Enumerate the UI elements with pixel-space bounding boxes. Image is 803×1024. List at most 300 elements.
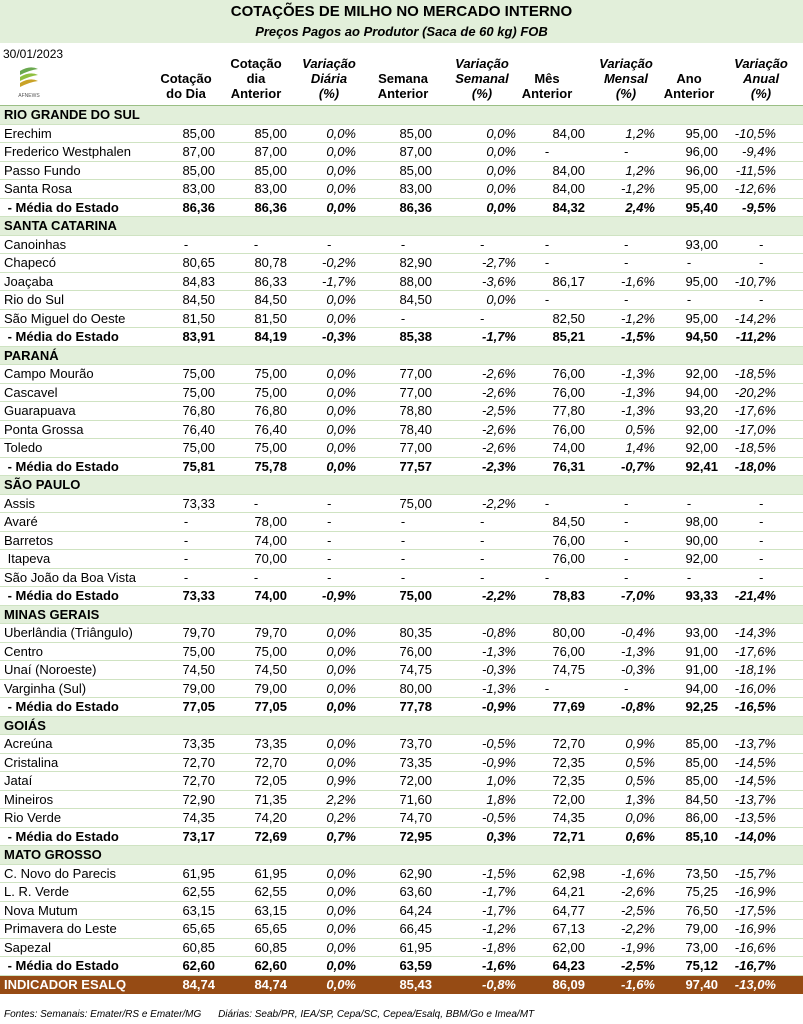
table-row [0,125,803,144]
logo-text: AFNEWS [18,93,40,99]
cell-col-9: -14,5% [734,773,776,788]
cell-col-6: 77,69 [552,699,585,714]
cell-col-9: - [758,236,764,252]
cell-col-3: -1,7% [322,273,356,289]
cell-col-9: -17,6% [734,643,776,659]
cell-col-8: 79,00 [685,921,718,936]
state-average-row [0,957,803,976]
cell-col-7: -1,2% [621,310,655,326]
cell-col-2: 80,78 [254,255,287,270]
cell-col-3: -0,2% [322,255,356,270]
cell-col-1: 62,60 [182,958,215,973]
cell-col-8: 94,50 [685,329,718,344]
table-row [0,365,803,384]
cell-col-4: 82,90 [399,255,432,270]
cell-col-4: 78,40 [399,421,432,437]
cell-col-9: -13,7% [734,736,776,751]
row-label: - Média do Estado [4,958,119,973]
footer-weekly-sources: Fontes: Semanais: Emater/RS e Emater/MG [4,1009,202,1020]
sheet-subtitle: Preços Pagos ao Produtor (Saca de 60 kg) FOB [255,24,548,39]
cell-col-8: - [686,292,692,307]
table-row [0,939,803,958]
cell-col-6: 78,83 [552,588,585,603]
cell-col-1: 74,35 [182,810,215,825]
cell-col-6: 72,35 [552,773,585,788]
cell-col-5: -1,2% [482,921,516,936]
cell-col-4: 83,00 [399,181,432,196]
cell-col-2: 75,00 [254,366,287,381]
cell-col-3: 0,0% [326,902,356,918]
cell-col-3: 0,0% [326,736,356,751]
row-label: - Média do Estado [4,699,119,714]
cell-col-8: 75,25 [685,884,718,899]
cell-col-3: - [326,236,332,252]
cell-col-3: 0,0% [326,125,356,141]
cell-col-6: 74,00 [552,440,585,455]
row-label: Sapezal [4,939,51,955]
table-row [0,661,803,680]
cell-col-8: 96,00 [685,144,718,159]
table-row [0,680,803,699]
cell-col-4: 61,95 [399,939,432,955]
row-label: Frederico Westphalen [4,144,131,159]
cell-col-3: 0,0% [326,292,356,307]
cell-col-2: 72,05 [254,773,287,788]
cell-col-9: - [758,514,764,529]
cell-col-1: 73,33 [182,588,215,603]
column-header-4 [358,71,448,101]
cell-col-4: 72,00 [399,773,432,788]
column-header-9 [716,56,803,101]
cell-col-8: - [686,495,692,511]
cell-col-6: 76,00 [552,421,585,437]
row-label: MINAS GERAIS [4,606,100,622]
row-label: Passo Fundo [4,162,81,178]
cell-col-4: 64,24 [399,902,432,918]
cell-col-8: 92,00 [685,421,718,437]
table-header [0,43,803,106]
row-label: São Miguel do Oeste [4,310,126,326]
cell-col-9: -18,5% [734,366,776,381]
cell-col-6: - [544,680,550,696]
cell-col-1: 72,70 [182,754,215,770]
cell-col-8: 76,50 [685,902,718,918]
cell-col-4: 72,95 [399,828,432,844]
cell-col-4: 77,00 [399,384,432,400]
cell-col-4: 85,43 [399,976,432,992]
cell-col-1: 65,65 [182,921,215,936]
cell-col-2: 84,74 [254,976,287,992]
row-label: Erechim [4,125,52,141]
cell-col-9: -14,5% [734,754,776,770]
cell-col-8: 95,00 [685,181,718,196]
cell-col-7: - [623,255,629,270]
cell-col-3: - [326,514,332,529]
cell-col-8: 85,00 [685,754,718,770]
cell-col-4: 80,00 [399,680,432,696]
table-row [0,920,803,939]
column-header-line: Mês [534,71,560,86]
cell-col-3: 0,0% [326,939,356,955]
state-average-row [0,199,803,218]
cell-col-3: 0,0% [326,625,356,640]
row-label: - Média do Estado [4,588,119,603]
column-header-line: Semanal [455,71,509,86]
cell-col-7: -2,5% [621,902,655,918]
cell-col-7: 0,6% [625,828,655,844]
cell-col-9: -18,1% [734,662,776,677]
cell-col-6: 62,98 [552,865,585,881]
cell-col-3: - [326,551,332,566]
cell-col-9: -13,0% [734,976,776,992]
cell-col-1: 79,70 [182,625,215,640]
cell-col-9: -11,5% [735,162,776,178]
cell-col-9: - [758,255,764,270]
row-label: Mineiros [4,791,54,807]
cell-col-3: 0,0% [326,958,356,973]
cell-col-2: 79,70 [254,625,287,640]
cell-col-4: 73,35 [399,754,432,770]
row-label: Rio do Sul [4,292,64,307]
cell-col-2: 87,00 [254,144,287,159]
cell-col-5: - [479,236,485,252]
cell-col-3: 0,0% [326,921,356,936]
table-row [0,883,803,902]
cell-col-3: 0,9% [326,773,356,788]
cell-col-8: 93,00 [685,625,718,640]
cell-col-4: 78,80 [399,403,432,418]
table-row [0,273,803,292]
cell-col-4: 85,38 [399,329,432,344]
cell-col-6: - [544,569,550,585]
state-header-row [0,217,803,236]
cell-col-5: -2,3% [482,458,516,474]
cell-col-4: 75,00 [399,588,432,603]
row-label: C. Novo do Parecis [4,865,116,881]
row-label: Toledo [4,440,43,455]
cell-col-1: 85,00 [182,125,215,141]
cell-col-7: 1,4% [625,440,655,455]
cell-col-7: -2,2% [621,921,655,936]
cell-col-5: -1,5% [482,865,516,881]
cell-col-2: 84,50 [254,292,287,307]
cell-col-4: - [400,514,406,529]
cell-col-8: 92,00 [685,366,718,381]
cell-col-7: -7,0% [621,588,655,603]
cell-col-7: -1,6% [621,976,655,992]
column-header-line: (%) [750,86,772,101]
cell-col-7: 1,3% [625,791,655,807]
cell-col-4: - [400,236,406,252]
indicator-row [0,976,803,995]
cell-col-8: 85,10 [685,828,718,844]
cell-col-2: - [253,495,259,511]
cell-col-9: -16,5% [734,699,776,714]
cell-col-6: 84,00 [552,125,585,141]
cell-col-5: 0,0% [486,144,516,159]
cell-col-6: 72,35 [552,754,585,770]
cell-col-2: - [253,569,259,585]
cell-col-8: 91,00 [685,643,718,659]
cell-col-6: 76,31 [552,458,585,474]
cell-col-1: 75,00 [182,643,215,659]
quotation-table [0,106,803,994]
cell-col-6: 85,21 [552,329,585,344]
column-header-line: Diária [310,71,348,86]
cell-col-3: - [326,532,332,548]
row-label: Uberlândia (Triângulo) [4,625,133,640]
cell-col-4: 77,00 [399,366,432,381]
cell-col-3: 0,0% [326,403,356,418]
cell-col-7: -2,6% [621,884,655,899]
cell-col-5: - [479,569,485,585]
cell-col-1: 75,00 [182,384,215,400]
cell-col-8: - [686,569,692,585]
cell-col-1: 75,00 [182,366,215,381]
cell-col-2: 74,20 [254,810,287,825]
table-row [0,254,803,273]
cell-col-7: - [623,680,629,696]
cell-col-3: 0,0% [326,884,356,899]
row-label: Primavera do Leste [4,921,117,936]
cell-col-9: -9,4% [742,144,776,159]
cell-col-1: 73,33 [182,495,215,511]
cell-col-7: -1,5% [621,329,655,344]
row-label: Acreúna [4,736,53,751]
cell-col-9: -10,7% [734,273,776,289]
cell-col-9: - [758,532,764,548]
cell-col-2: 61,95 [254,865,287,881]
cell-col-4: 88,00 [399,273,432,289]
column-header-line: Cotação [230,56,282,71]
cell-col-6: - [544,236,550,252]
table-row [0,402,803,421]
afnews-logo-icon [16,63,42,103]
cell-col-2: 74,00 [254,532,287,548]
cell-col-7: -1,3% [621,643,655,659]
row-label: SANTA CATARINA [4,218,117,233]
state-header-row [0,106,803,125]
cell-col-5: 0,0% [486,292,516,307]
cell-col-9: -17,0% [734,421,776,437]
cell-col-6: 76,00 [552,551,585,566]
cell-col-1: - [183,514,189,529]
row-label: - Média do Estado [4,329,119,344]
cell-col-2: - [253,236,259,252]
cell-col-6: 72,00 [552,791,585,807]
cell-col-3: 0,0% [326,162,356,178]
cell-col-7: 1,2% [625,162,655,178]
row-label: Chapecó [4,255,57,270]
footer-sources [4,1009,548,1020]
cell-col-7: -0,4% [621,625,655,640]
cell-col-5: -2,6% [482,421,516,437]
cell-col-7: -1,6% [621,273,655,289]
state-average-row [0,328,803,347]
cell-col-7: 0,5% [625,421,655,437]
cell-col-9: -13,7% [734,791,776,807]
row-label: - Média do Estado [4,199,119,215]
cell-col-1: 72,70 [182,773,215,788]
cell-col-4: 73,70 [399,736,432,751]
row-label: Barretos [4,532,54,548]
cell-col-3: 0,0% [326,458,356,474]
row-label: Campo Mourão [4,366,94,381]
cell-col-2: 72,70 [254,754,287,770]
state-header-row [0,476,803,495]
footer-daily-sources: Diárias: Seab/PR, IEA/SP, Cepa/SC, Cepea/Esalq, BBM/Go e Imea/MT [218,1009,535,1020]
cell-col-2: 79,00 [254,680,287,696]
cell-col-5: -0,8% [482,625,516,640]
cell-col-2: 75,00 [254,384,287,400]
cell-col-3: 0,0% [326,310,356,326]
cell-col-9: -14,0% [734,828,776,844]
cell-col-1: 79,00 [182,680,215,696]
cell-col-9: -21,4% [734,588,776,603]
row-label: Rio Verde [4,810,62,825]
row-label: Assis [4,495,36,511]
cell-col-9: -18,5% [734,440,776,455]
table-row [0,421,803,440]
cell-col-9: -11,2% [735,329,776,344]
cell-col-5: - [479,514,485,529]
cell-col-8: 90,00 [685,532,718,548]
row-label: - Média do Estado [4,828,119,844]
table-row [0,236,803,255]
cell-col-1: 84,74 [182,976,215,992]
cell-col-8: 94,00 [685,680,718,696]
cell-col-8: 92,41 [685,458,718,474]
cell-col-2: 71,35 [254,791,287,807]
cell-col-3: 0,0% [326,865,356,881]
cell-col-7: - [623,292,629,307]
report-date: 30/01/2023 [3,47,64,61]
cell-col-2: 86,33 [254,273,287,289]
cell-col-8: 95,00 [685,310,718,326]
cell-col-5: -1,3% [482,643,516,659]
cell-col-8: 98,00 [685,514,718,529]
cell-col-5: 0,0% [486,125,516,141]
cell-col-8: 92,25 [685,699,718,714]
column-header-line: Variação [599,56,653,71]
cell-col-5: -0,9% [482,754,516,770]
cell-col-1: - [183,569,189,585]
cell-col-7: 0,9% [625,736,655,751]
cell-col-5: 0,3% [486,828,516,844]
cell-col-5: -2,2% [482,495,516,511]
cell-col-8: - [686,255,692,270]
cell-col-6: 64,23 [552,958,585,973]
cell-col-7: 0,5% [625,754,655,770]
cell-col-4: 77,00 [399,440,432,455]
cell-col-1: 84,83 [182,273,215,289]
cell-col-1: - [183,551,189,566]
cell-col-7: - [623,495,629,511]
cell-col-9: -16,7% [734,958,776,973]
cell-col-6: 64,77 [552,902,585,918]
row-label: Jataí [4,773,33,788]
cell-col-9: -16,9% [734,884,776,899]
row-label: Varginha (Sul) [4,680,87,696]
cell-col-5: - [479,551,485,566]
cell-col-6: 76,00 [552,532,585,548]
cell-col-2: 65,65 [254,921,287,936]
cell-col-4: 66,45 [399,921,432,936]
cell-col-4: 84,50 [399,292,432,307]
cell-col-6: 76,00 [552,643,585,659]
cell-col-4: 75,00 [399,495,432,511]
cell-col-5: -0,3% [482,662,516,677]
cell-col-5: -2,7% [482,255,516,270]
cell-col-5: -1,7% [482,902,516,918]
cell-col-3: 0,0% [326,680,356,696]
state-average-row [0,828,803,847]
cell-col-1: 73,35 [182,736,215,751]
cell-col-9: -9,5% [742,199,776,215]
cell-col-7: 0,5% [625,773,655,788]
cell-col-6: 84,00 [552,162,585,178]
sheet-title: COTAÇÕES DE MILHO NO MERCADO INTERNO [230,3,573,20]
cell-col-2: 62,60 [254,958,287,973]
cell-col-7: - [623,236,629,252]
cell-col-7: -0,7% [621,458,655,474]
cell-col-8: 94,00 [685,384,718,400]
cell-col-6: 86,09 [552,976,585,992]
row-label: Avaré [4,514,38,529]
cell-col-7: 2,4% [625,199,655,215]
cell-col-3: - [326,569,332,585]
table-row [0,772,803,791]
cell-col-5: -2,6% [482,440,516,455]
cell-col-9: -15,7% [734,865,776,881]
cell-col-4: 87,00 [399,144,432,159]
cell-col-5: -1,3% [482,680,516,696]
cell-col-5: -0,5% [482,810,516,825]
table-row [0,513,803,532]
cell-col-2: 78,00 [254,514,287,529]
cell-col-1: 77,05 [182,699,215,714]
cell-col-1: - [183,236,189,252]
cell-col-2: 83,00 [254,181,287,196]
cell-col-8: 84,50 [685,791,718,807]
cell-col-2: 77,05 [254,699,287,714]
column-header-line: Cotação [160,71,212,86]
row-label: Guarapuava [4,403,76,418]
cell-col-1: 81,50 [182,310,215,326]
cell-col-7: -1,9% [621,939,655,955]
column-header-line: Variação [302,56,356,71]
cell-col-3: 0,0% [326,643,356,659]
state-average-row [0,698,803,717]
cell-col-3: 0,0% [326,440,356,455]
cell-col-9: -17,6% [734,403,776,418]
table-row [0,532,803,551]
cell-col-3: 0,0% [326,181,356,196]
table-row [0,310,803,329]
cell-col-9: -20,2% [734,384,776,400]
cell-col-1: 86,36 [182,199,215,215]
cell-col-9: -16,9% [734,921,776,936]
column-header-line: (%) [471,86,493,101]
cell-col-8: 73,00 [685,939,718,955]
cell-col-8: 92,00 [685,440,718,455]
cell-col-4: 74,70 [399,810,432,825]
row-label: Cascavel [4,384,58,400]
cell-col-1: 62,55 [182,884,215,899]
table-row [0,902,803,921]
table-row [0,550,803,569]
table-row [0,180,803,199]
